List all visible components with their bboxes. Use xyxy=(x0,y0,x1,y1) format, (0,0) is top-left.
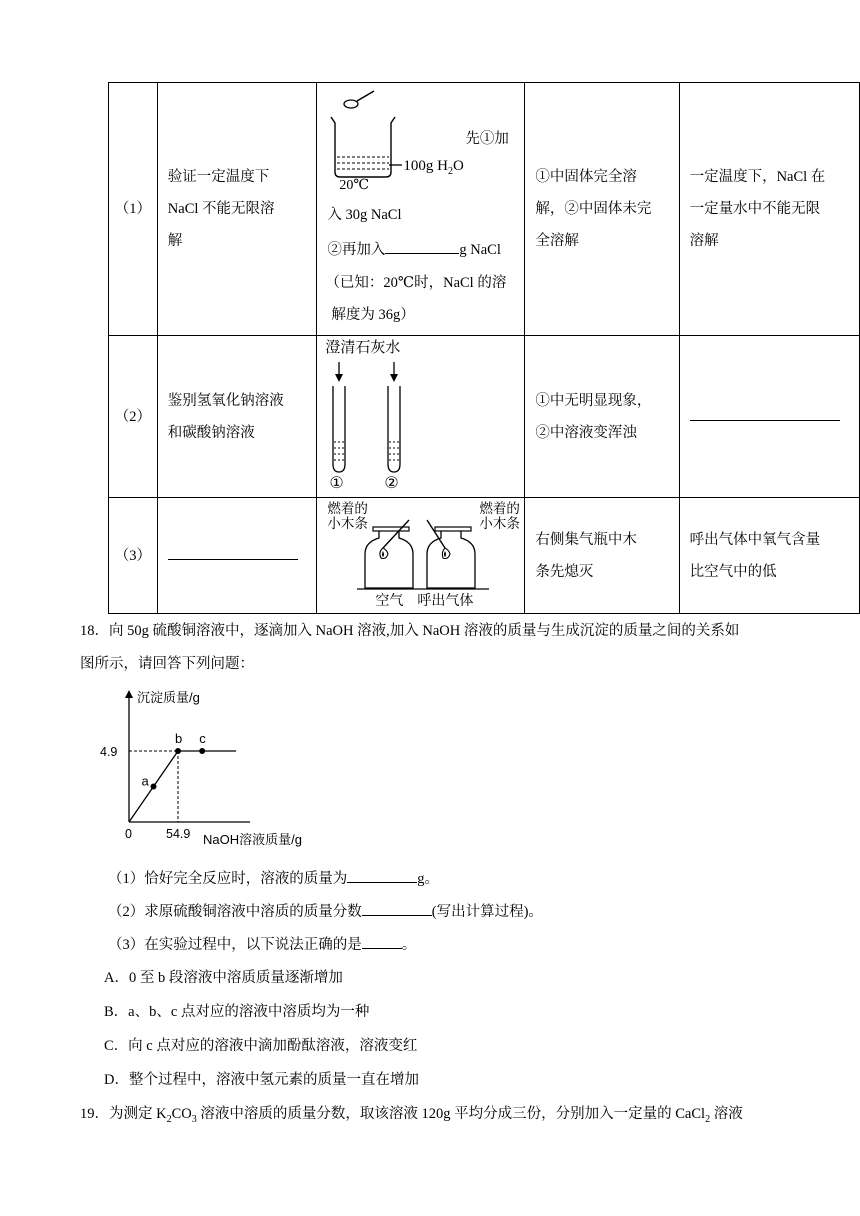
gas-bottle-icon xyxy=(427,531,475,588)
answer-blank[interactable] xyxy=(347,868,417,883)
reagent-label: 澄清石灰水 xyxy=(325,340,401,356)
conclusion-cell: 一定温度下，NaCl 在 一定量水中不能无限 溶解 xyxy=(679,83,859,336)
answer-blank[interactable] xyxy=(362,901,432,916)
q19-stem: 19．为测定 $K_2CO_3$ 溶液中溶质的质量分数，取该溶液 120g 平均分成三份，分别加入一定量的 CaCl$_2$ 溶液 xyxy=(80,1106,743,1125)
note-line1: （已知：20℃时，NaCl 的溶 xyxy=(325,275,507,291)
purpose-cell xyxy=(157,498,317,614)
phenomenon-cell: 右侧集气瓶中木 条先熄灭 xyxy=(525,498,679,614)
point-a xyxy=(151,784,157,790)
answer-blank[interactable] xyxy=(690,406,840,421)
phenomenon-cell: ①中固体完全溶 解，②中固体未完 全溶解 xyxy=(525,83,679,336)
stick-icon xyxy=(383,520,409,548)
point-b xyxy=(175,748,181,754)
option-a[interactable]: A．0 至 b 段溶液中溶质质量逐渐增加 xyxy=(104,970,343,986)
y-axis-label: 沉淀质量/g xyxy=(137,690,200,705)
conclusion-cell xyxy=(679,336,859,498)
option-c[interactable]: C．向 c 点对应的溶液中滴加酚酞溶液，溶液变红 xyxy=(104,1038,418,1054)
point-label-b: b xyxy=(175,731,183,746)
left-bottle-label: 空气 xyxy=(375,594,404,609)
note-line2: 解度为 36g） xyxy=(331,307,415,323)
table-row xyxy=(109,83,860,336)
option-d[interactable]: D．整个过程中，溶液中氢元素的质量一直在增加 xyxy=(104,1072,419,1088)
table-row xyxy=(109,336,860,498)
y-tick-label: 4.9 xyxy=(100,745,118,759)
x-tick-label: 54.9 xyxy=(166,827,191,841)
flame-icon xyxy=(380,548,388,559)
stick-icon xyxy=(427,520,445,548)
right-bottle-label: 呼出气体 xyxy=(417,594,474,609)
test-tube-icon xyxy=(388,386,400,472)
q18-stem-line2: 图所示，请回答下列问题： xyxy=(80,656,254,672)
beaker-icon xyxy=(331,117,395,177)
q18-sub1: （1）恰好完全反应时，溶液的质量为 g。 xyxy=(108,868,439,889)
tube2-label: ② xyxy=(384,475,399,492)
figure-cell xyxy=(317,498,525,614)
row-number: （2） xyxy=(109,336,158,498)
phenomenon-cell: ①中无明显现象， ②中溶液变浑浊 xyxy=(525,336,679,498)
water-label: 100g $H_2O$ xyxy=(403,158,464,177)
table-row xyxy=(109,498,860,614)
answer-blank[interactable] xyxy=(362,934,402,949)
purpose-cell: 鉴别氢氧化钠溶液 和碳酸钠溶液 xyxy=(157,336,317,498)
row-number: （1） xyxy=(109,83,158,336)
answer-blank[interactable] xyxy=(385,239,459,254)
y-axis-arrow-icon xyxy=(125,690,133,698)
option-b[interactable]: B．a、b、c 点对应的溶液中溶质均为一种 xyxy=(104,1004,370,1020)
q18-stem-line1: 18．向 50g 硫酸铜溶液中，逐滴加入 NaOH 溶液,加入 NaOH 溶液的质量与生成沉淀的质量之间的关系如 xyxy=(80,623,740,639)
temperature-label: 20℃ xyxy=(339,178,370,193)
step2-text: ②再加入 g NaCl xyxy=(327,239,500,260)
gas-bottle-icon xyxy=(365,531,413,588)
answer-blank[interactable] xyxy=(168,545,298,560)
origin-label: 0 xyxy=(125,827,132,841)
spatula-icon xyxy=(344,100,358,108)
flame-icon xyxy=(443,548,451,559)
tube1-label: ① xyxy=(329,475,344,492)
left-label: 燃着的 小木条 xyxy=(327,501,368,531)
precipitate-chart xyxy=(100,680,340,860)
point-label-a: a xyxy=(141,773,149,789)
q18-sub3: （3）在实验过程中，以下说法正确的是 。 xyxy=(108,934,416,955)
test-tube-icon xyxy=(333,386,345,472)
q18-sub2: （2）求原硫酸铜溶液中溶质的质量分数 (写出计算过程)。 xyxy=(108,901,543,922)
x-axis-label: NaOH溶液质量/g xyxy=(203,832,302,847)
point-label-c: c xyxy=(199,731,206,746)
figure-cell xyxy=(317,83,525,336)
point-c xyxy=(199,748,205,754)
test-tubes-figure xyxy=(317,336,524,497)
purpose-cell: 验证一定温度下 NaCl 不能无限溶 解 xyxy=(157,83,317,336)
first-add-text: 先①加 xyxy=(465,131,509,147)
step1-text: 入 30g NaCl xyxy=(327,207,402,223)
figure-cell xyxy=(317,336,525,498)
right-label: 燃着的 小木条 xyxy=(479,501,520,531)
row-number: （3） xyxy=(109,498,158,614)
experiment-table xyxy=(108,82,860,614)
conclusion-cell: 呼出气体中氧气含量 比空气中的低 xyxy=(679,498,859,614)
